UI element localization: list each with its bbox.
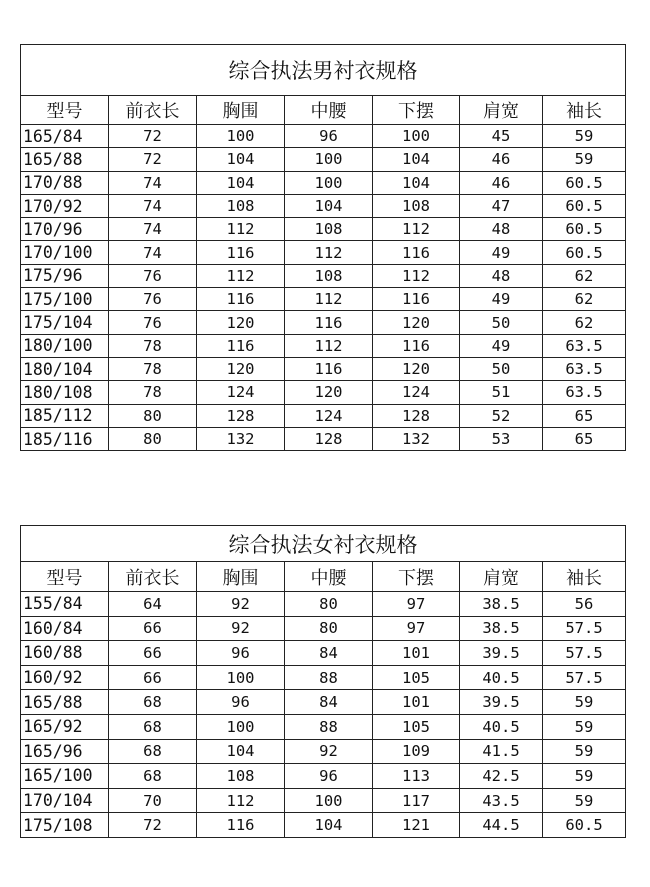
measure-cell: 59 bbox=[543, 148, 626, 171]
column-header: 前衣长 bbox=[109, 96, 197, 125]
measure-cell: 63.5 bbox=[543, 381, 626, 404]
measure-cell: 74 bbox=[109, 171, 197, 194]
measure-cell: 42.5 bbox=[460, 764, 543, 789]
measure-cell: 76 bbox=[109, 288, 197, 311]
size-cell: 175/108 bbox=[21, 813, 109, 838]
column-header: 前衣长 bbox=[109, 562, 197, 592]
measure-cell: 113 bbox=[373, 764, 460, 789]
size-cell: 175/100 bbox=[21, 288, 109, 311]
measure-cell: 68 bbox=[109, 690, 197, 715]
size-cell: 165/84 bbox=[21, 125, 109, 148]
measure-cell: 112 bbox=[373, 264, 460, 287]
column-header: 袖长 bbox=[543, 96, 626, 125]
measure-cell: 43.5 bbox=[460, 788, 543, 813]
measure-cell: 128 bbox=[285, 427, 373, 450]
measure-cell: 72 bbox=[109, 125, 197, 148]
column-header: 袖长 bbox=[543, 562, 626, 592]
size-cell: 165/92 bbox=[21, 714, 109, 739]
measure-cell: 92 bbox=[197, 616, 285, 641]
measure-cell: 56 bbox=[543, 592, 626, 617]
size-cell: 180/108 bbox=[21, 381, 109, 404]
measure-cell: 112 bbox=[197, 788, 285, 813]
measure-cell: 112 bbox=[285, 334, 373, 357]
table-row bbox=[21, 739, 626, 764]
table-row bbox=[21, 714, 626, 739]
men-shirt-spec-table bbox=[20, 44, 626, 451]
measure-cell: 48 bbox=[460, 264, 543, 287]
measure-cell: 59 bbox=[543, 739, 626, 764]
measure-cell: 80 bbox=[109, 404, 197, 427]
column-header: 型号 bbox=[21, 96, 109, 125]
table-row bbox=[21, 218, 626, 241]
table-row bbox=[21, 404, 626, 427]
measure-cell: 100 bbox=[285, 171, 373, 194]
measure-cell: 68 bbox=[109, 764, 197, 789]
measure-cell: 108 bbox=[373, 194, 460, 217]
column-header: 下摆 bbox=[373, 96, 460, 125]
size-cell: 170/100 bbox=[21, 241, 109, 264]
measure-cell: 52 bbox=[460, 404, 543, 427]
table-row bbox=[21, 311, 626, 334]
measure-cell: 44.5 bbox=[460, 813, 543, 838]
measure-cell: 96 bbox=[285, 764, 373, 789]
measure-cell: 62 bbox=[543, 264, 626, 287]
measure-cell: 88 bbox=[285, 714, 373, 739]
measure-cell: 108 bbox=[197, 194, 285, 217]
measure-cell: 116 bbox=[285, 311, 373, 334]
measure-cell: 97 bbox=[373, 616, 460, 641]
measure-cell: 59 bbox=[543, 690, 626, 715]
measure-cell: 116 bbox=[373, 334, 460, 357]
measure-cell: 132 bbox=[197, 427, 285, 450]
size-cell: 175/104 bbox=[21, 311, 109, 334]
table-row bbox=[21, 241, 626, 264]
measure-cell: 49 bbox=[460, 334, 543, 357]
measure-cell: 116 bbox=[197, 334, 285, 357]
table-row bbox=[21, 641, 626, 666]
measure-cell: 59 bbox=[543, 125, 626, 148]
size-cell: 185/116 bbox=[21, 427, 109, 450]
measure-cell: 74 bbox=[109, 241, 197, 264]
column-header: 中腰 bbox=[285, 562, 373, 592]
table-row bbox=[21, 264, 626, 287]
measure-cell: 62 bbox=[543, 311, 626, 334]
column-header: 型号 bbox=[21, 562, 109, 592]
size-cell: 170/88 bbox=[21, 171, 109, 194]
measure-cell: 65 bbox=[543, 404, 626, 427]
measure-cell: 70 bbox=[109, 788, 197, 813]
measure-cell: 38.5 bbox=[460, 616, 543, 641]
column-header: 肩宽 bbox=[460, 562, 543, 592]
measure-cell: 100 bbox=[373, 125, 460, 148]
measure-cell: 120 bbox=[373, 311, 460, 334]
measure-cell: 59 bbox=[543, 788, 626, 813]
measure-cell: 50 bbox=[460, 357, 543, 380]
measure-cell: 76 bbox=[109, 264, 197, 287]
measure-cell: 108 bbox=[285, 264, 373, 287]
measure-cell: 48 bbox=[460, 218, 543, 241]
measure-cell: 60.5 bbox=[543, 194, 626, 217]
measure-cell: 104 bbox=[197, 171, 285, 194]
measure-cell: 65 bbox=[543, 427, 626, 450]
measure-cell: 64 bbox=[109, 592, 197, 617]
measure-cell: 116 bbox=[373, 288, 460, 311]
measure-cell: 116 bbox=[197, 241, 285, 264]
table-row bbox=[21, 813, 626, 838]
measure-cell: 112 bbox=[285, 241, 373, 264]
measure-cell: 46 bbox=[460, 171, 543, 194]
measure-cell: 100 bbox=[197, 125, 285, 148]
size-cell: 180/104 bbox=[21, 357, 109, 380]
measure-cell: 120 bbox=[285, 381, 373, 404]
measure-cell: 72 bbox=[109, 148, 197, 171]
measure-cell: 63.5 bbox=[543, 334, 626, 357]
measure-cell: 92 bbox=[285, 739, 373, 764]
women-shirt-spec-table bbox=[20, 525, 626, 838]
size-cell: 175/96 bbox=[21, 264, 109, 287]
measure-cell: 80 bbox=[109, 427, 197, 450]
men-title-row bbox=[21, 45, 626, 96]
measure-cell: 63.5 bbox=[543, 357, 626, 380]
measure-cell: 62 bbox=[543, 288, 626, 311]
measure-cell: 66 bbox=[109, 665, 197, 690]
measure-cell: 60.5 bbox=[543, 171, 626, 194]
measure-cell: 112 bbox=[197, 264, 285, 287]
measure-cell: 74 bbox=[109, 194, 197, 217]
measure-cell: 104 bbox=[373, 148, 460, 171]
size-cell: 165/88 bbox=[21, 148, 109, 171]
measure-cell: 78 bbox=[109, 357, 197, 380]
measure-cell: 76 bbox=[109, 311, 197, 334]
measure-cell: 50 bbox=[460, 311, 543, 334]
measure-cell: 96 bbox=[197, 690, 285, 715]
measure-cell: 92 bbox=[197, 592, 285, 617]
measure-cell: 116 bbox=[373, 241, 460, 264]
table-row bbox=[21, 288, 626, 311]
size-cell: 170/92 bbox=[21, 194, 109, 217]
measure-cell: 116 bbox=[197, 288, 285, 311]
measure-cell: 108 bbox=[197, 764, 285, 789]
measure-cell: 116 bbox=[197, 813, 285, 838]
table-row bbox=[21, 381, 626, 404]
size-cell: 155/84 bbox=[21, 592, 109, 617]
size-cell: 165/100 bbox=[21, 764, 109, 789]
measure-cell: 116 bbox=[285, 357, 373, 380]
column-header: 胸围 bbox=[197, 96, 285, 125]
measure-cell: 120 bbox=[197, 311, 285, 334]
size-cell: 180/100 bbox=[21, 334, 109, 357]
measure-cell: 66 bbox=[109, 641, 197, 666]
table-row bbox=[21, 616, 626, 641]
measure-cell: 41.5 bbox=[460, 739, 543, 764]
measure-cell: 112 bbox=[285, 288, 373, 311]
size-cell: 165/88 bbox=[21, 690, 109, 715]
measure-cell: 96 bbox=[285, 125, 373, 148]
measure-cell: 84 bbox=[285, 641, 373, 666]
measure-cell: 49 bbox=[460, 241, 543, 264]
table-row bbox=[21, 764, 626, 789]
measure-cell: 121 bbox=[373, 813, 460, 838]
measure-cell: 120 bbox=[197, 357, 285, 380]
men-header-row bbox=[21, 96, 626, 125]
table-row bbox=[21, 171, 626, 194]
measure-cell: 100 bbox=[285, 148, 373, 171]
measure-cell: 104 bbox=[197, 739, 285, 764]
measure-cell: 112 bbox=[197, 218, 285, 241]
size-cell: 170/96 bbox=[21, 218, 109, 241]
column-header: 胸围 bbox=[197, 562, 285, 592]
measure-cell: 57.5 bbox=[543, 616, 626, 641]
measure-cell: 66 bbox=[109, 616, 197, 641]
measure-cell: 105 bbox=[373, 665, 460, 690]
measure-cell: 124 bbox=[285, 404, 373, 427]
measure-cell: 53 bbox=[460, 427, 543, 450]
measure-cell: 108 bbox=[285, 218, 373, 241]
measure-cell: 109 bbox=[373, 739, 460, 764]
women-header-row bbox=[21, 562, 626, 592]
table-row bbox=[21, 427, 626, 450]
measure-cell: 68 bbox=[109, 714, 197, 739]
measure-cell: 120 bbox=[373, 357, 460, 380]
measure-cell: 68 bbox=[109, 739, 197, 764]
column-header: 中腰 bbox=[285, 96, 373, 125]
table-row bbox=[21, 357, 626, 380]
table-row bbox=[21, 592, 626, 617]
measure-cell: 101 bbox=[373, 641, 460, 666]
measure-cell: 128 bbox=[373, 404, 460, 427]
measure-cell: 104 bbox=[197, 148, 285, 171]
measure-cell: 60.5 bbox=[543, 218, 626, 241]
measure-cell: 46 bbox=[460, 148, 543, 171]
measure-cell: 117 bbox=[373, 788, 460, 813]
measure-cell: 38.5 bbox=[460, 592, 543, 617]
measure-cell: 128 bbox=[197, 404, 285, 427]
measure-cell: 104 bbox=[373, 171, 460, 194]
measure-cell: 39.5 bbox=[460, 641, 543, 666]
men-table-title: 综合执法男衬衣规格 bbox=[21, 45, 626, 96]
measure-cell: 96 bbox=[197, 641, 285, 666]
table-row bbox=[21, 194, 626, 217]
measure-cell: 97 bbox=[373, 592, 460, 617]
measure-cell: 59 bbox=[543, 764, 626, 789]
measure-cell: 60.5 bbox=[543, 241, 626, 264]
measure-cell: 40.5 bbox=[460, 665, 543, 690]
table-row bbox=[21, 334, 626, 357]
measure-cell: 51 bbox=[460, 381, 543, 404]
measure-cell: 132 bbox=[373, 427, 460, 450]
measure-cell: 60.5 bbox=[543, 813, 626, 838]
measure-cell: 78 bbox=[109, 381, 197, 404]
measure-cell: 100 bbox=[197, 714, 285, 739]
measure-cell: 80 bbox=[285, 592, 373, 617]
size-cell: 170/104 bbox=[21, 788, 109, 813]
women-title-row bbox=[21, 526, 626, 562]
measure-cell: 74 bbox=[109, 218, 197, 241]
measure-cell: 105 bbox=[373, 714, 460, 739]
size-cell: 160/92 bbox=[21, 665, 109, 690]
measure-cell: 39.5 bbox=[460, 690, 543, 715]
measure-cell: 88 bbox=[285, 665, 373, 690]
column-header: 下摆 bbox=[373, 562, 460, 592]
size-cell: 160/88 bbox=[21, 641, 109, 666]
size-cell: 185/112 bbox=[21, 404, 109, 427]
measure-cell: 57.5 bbox=[543, 641, 626, 666]
women-table-body bbox=[21, 526, 626, 838]
measure-cell: 57.5 bbox=[543, 665, 626, 690]
table-row bbox=[21, 125, 626, 148]
women-table-title: 综合执法女衬衣规格 bbox=[21, 526, 626, 562]
table-row bbox=[21, 788, 626, 813]
measure-cell: 47 bbox=[460, 194, 543, 217]
measure-cell: 78 bbox=[109, 334, 197, 357]
measure-cell: 101 bbox=[373, 690, 460, 715]
measure-cell: 45 bbox=[460, 125, 543, 148]
measure-cell: 100 bbox=[285, 788, 373, 813]
measure-cell: 104 bbox=[285, 813, 373, 838]
measure-cell: 72 bbox=[109, 813, 197, 838]
table-row bbox=[21, 690, 626, 715]
measure-cell: 80 bbox=[285, 616, 373, 641]
measure-cell: 112 bbox=[373, 218, 460, 241]
measure-cell: 49 bbox=[460, 288, 543, 311]
measure-cell: 100 bbox=[197, 665, 285, 690]
measure-cell: 104 bbox=[285, 194, 373, 217]
measure-cell: 124 bbox=[373, 381, 460, 404]
table-row bbox=[21, 148, 626, 171]
size-cell: 160/84 bbox=[21, 616, 109, 641]
measure-cell: 40.5 bbox=[460, 714, 543, 739]
size-cell: 165/96 bbox=[21, 739, 109, 764]
measure-cell: 124 bbox=[197, 381, 285, 404]
table-row bbox=[21, 665, 626, 690]
men-table-body bbox=[21, 45, 626, 451]
measure-cell: 84 bbox=[285, 690, 373, 715]
measure-cell: 59 bbox=[543, 714, 626, 739]
column-header: 肩宽 bbox=[460, 96, 543, 125]
